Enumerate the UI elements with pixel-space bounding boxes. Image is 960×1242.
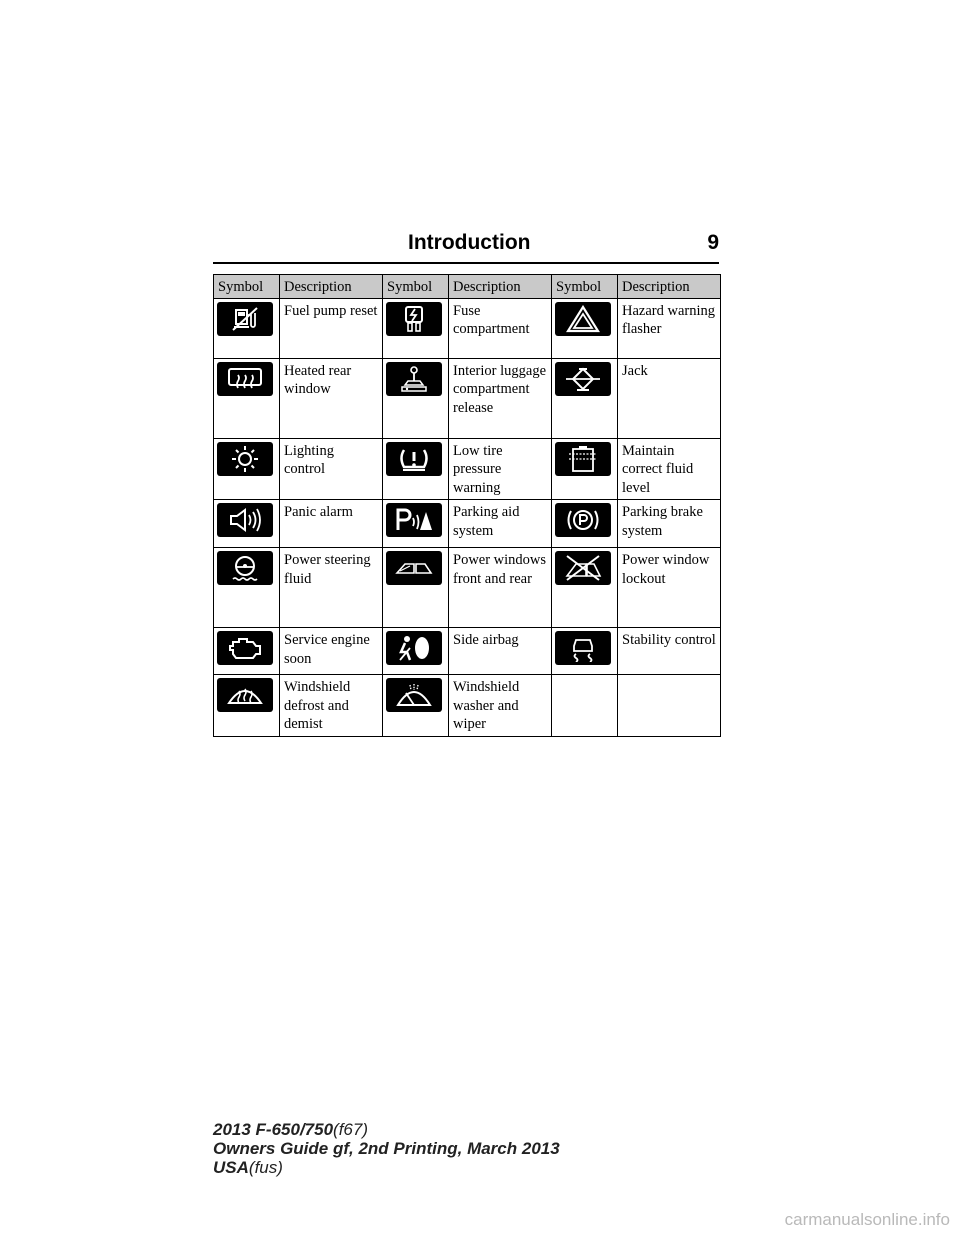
symbol-cell bbox=[383, 358, 449, 438]
description-cell bbox=[280, 628, 383, 675]
heated-rear-window-icon bbox=[217, 362, 273, 396]
description-cell bbox=[618, 298, 721, 358]
table-row bbox=[214, 298, 721, 358]
description-cell bbox=[449, 675, 552, 737]
footer-market: USA bbox=[213, 1158, 249, 1177]
parking-aid-system-icon bbox=[386, 503, 442, 537]
description-cell bbox=[618, 548, 721, 628]
column-header: Symbol bbox=[552, 275, 618, 299]
table-row bbox=[214, 548, 721, 628]
power-steering-fluid-icon bbox=[217, 551, 273, 585]
symbol-description: Fuel pump reset bbox=[284, 302, 378, 319]
symbol-table bbox=[213, 274, 721, 737]
symbol-description: Side airbag bbox=[453, 632, 519, 648]
power-windows-front-and-rear-icon bbox=[386, 551, 442, 585]
page-number: 9 bbox=[707, 231, 719, 254]
symbol-description: Stability control bbox=[622, 632, 716, 648]
page-title: Introduction bbox=[408, 231, 531, 254]
symbol-description: Low tire pressure warning bbox=[453, 442, 503, 496]
header-rule bbox=[213, 262, 719, 264]
description-cell bbox=[618, 628, 721, 675]
panic-alarm-icon bbox=[217, 503, 273, 537]
symbol-cell bbox=[214, 298, 280, 358]
table-row bbox=[214, 628, 721, 675]
jack-icon bbox=[555, 362, 611, 396]
service-engine-soon-icon bbox=[217, 631, 273, 665]
symbol-cell bbox=[552, 438, 618, 500]
column-header: Description bbox=[618, 275, 721, 299]
table-row bbox=[214, 500, 721, 548]
symbol-cell bbox=[383, 298, 449, 358]
description-cell bbox=[280, 358, 383, 438]
symbol-description: Parking aid system bbox=[453, 504, 520, 539]
windshield-defrost-and-demist-icon bbox=[217, 678, 273, 712]
symbol-description: Service engine soon bbox=[284, 632, 370, 667]
symbol-cell bbox=[214, 358, 280, 438]
symbol-description: Power window lockout bbox=[622, 552, 710, 587]
lighting-control-icon bbox=[217, 442, 273, 476]
page-header bbox=[213, 229, 719, 261]
footer-market-code: (fus) bbox=[248, 1158, 283, 1177]
description-cell bbox=[280, 675, 383, 737]
symbol-cell bbox=[383, 628, 449, 675]
symbol-description: Power windows front and rear bbox=[453, 552, 547, 587]
power-window-lockout-icon bbox=[555, 551, 611, 585]
fuel-pump-reset-icon bbox=[217, 302, 273, 336]
column-header: Symbol bbox=[214, 275, 280, 299]
description-cell-empty bbox=[618, 675, 721, 737]
description-cell bbox=[618, 500, 721, 548]
symbol-cell bbox=[552, 358, 618, 438]
table-row bbox=[214, 675, 721, 737]
symbol-cell bbox=[383, 438, 449, 500]
description-cell bbox=[280, 500, 383, 548]
symbol-description: Fuse compartment bbox=[453, 302, 530, 337]
stability-control-icon bbox=[555, 631, 611, 665]
symbol-description: Panic alarm bbox=[284, 504, 353, 520]
column-header: Symbol bbox=[383, 275, 449, 299]
symbol-cell bbox=[383, 675, 449, 737]
table-header-row bbox=[214, 275, 721, 299]
symbol-cell bbox=[214, 438, 280, 500]
symbol-cell bbox=[383, 548, 449, 628]
symbol-description: Maintain correct fluid level bbox=[622, 442, 694, 496]
symbol-cell bbox=[214, 675, 280, 737]
symbol-description: Heated rear window bbox=[284, 362, 352, 397]
symbol-cell bbox=[552, 548, 618, 628]
description-cell bbox=[280, 438, 383, 500]
symbol-description: Power steering fluid bbox=[284, 552, 371, 587]
symbol-description: Parking brake system bbox=[622, 504, 703, 539]
symbol-cell bbox=[214, 548, 280, 628]
description-cell bbox=[280, 298, 383, 358]
description-cell bbox=[449, 358, 552, 438]
side-airbag-icon bbox=[386, 631, 442, 665]
description-cell bbox=[618, 438, 721, 500]
symbol-description: Interior luggage compartment release bbox=[453, 362, 547, 416]
description-cell bbox=[449, 628, 552, 675]
interior-luggage-compartment-release-icon bbox=[386, 362, 442, 396]
maintain-correct-fluid-level-icon bbox=[555, 442, 611, 476]
symbol-description: Windshield washer and wiper bbox=[453, 679, 520, 732]
watermark: carmanualsonline.info bbox=[784, 1210, 950, 1229]
windshield-washer-and-wiper-icon bbox=[386, 678, 442, 712]
parking-brake-system-icon bbox=[555, 503, 611, 537]
footer-model-code: (f67) bbox=[333, 1120, 369, 1139]
symbol-description: Lighting control bbox=[284, 442, 334, 477]
hazard-warning-flasher-icon bbox=[555, 302, 611, 336]
symbol-description: Windshield defrost and demist bbox=[284, 679, 351, 732]
symbol-description: Jack bbox=[622, 362, 648, 379]
symbol-cell bbox=[552, 628, 618, 675]
column-header: Description bbox=[280, 275, 383, 299]
symbol-cell bbox=[383, 500, 449, 548]
description-cell bbox=[449, 438, 552, 500]
low-tire-pressure-warning-icon bbox=[386, 442, 442, 476]
description-cell bbox=[449, 500, 552, 548]
symbol-cell bbox=[552, 298, 618, 358]
symbol-description: Hazard warning flasher bbox=[622, 302, 715, 337]
symbol-cell-empty bbox=[552, 675, 618, 737]
table-row bbox=[214, 438, 721, 500]
description-cell bbox=[618, 358, 721, 438]
column-header: Description bbox=[449, 275, 552, 299]
footer-model: 2013 F-650/750 bbox=[213, 1120, 334, 1139]
symbol-cell bbox=[214, 500, 280, 548]
description-cell bbox=[449, 548, 552, 628]
description-cell bbox=[280, 548, 383, 628]
fuse-compartment-icon bbox=[386, 302, 442, 336]
description-cell bbox=[449, 298, 552, 358]
page-footer bbox=[213, 1120, 560, 1177]
symbol-cell bbox=[552, 500, 618, 548]
symbol-cell bbox=[214, 628, 280, 675]
table-row bbox=[214, 358, 721, 438]
footer-printing: Owners Guide gf, 2nd Printing, March 2013 bbox=[213, 1139, 560, 1158]
